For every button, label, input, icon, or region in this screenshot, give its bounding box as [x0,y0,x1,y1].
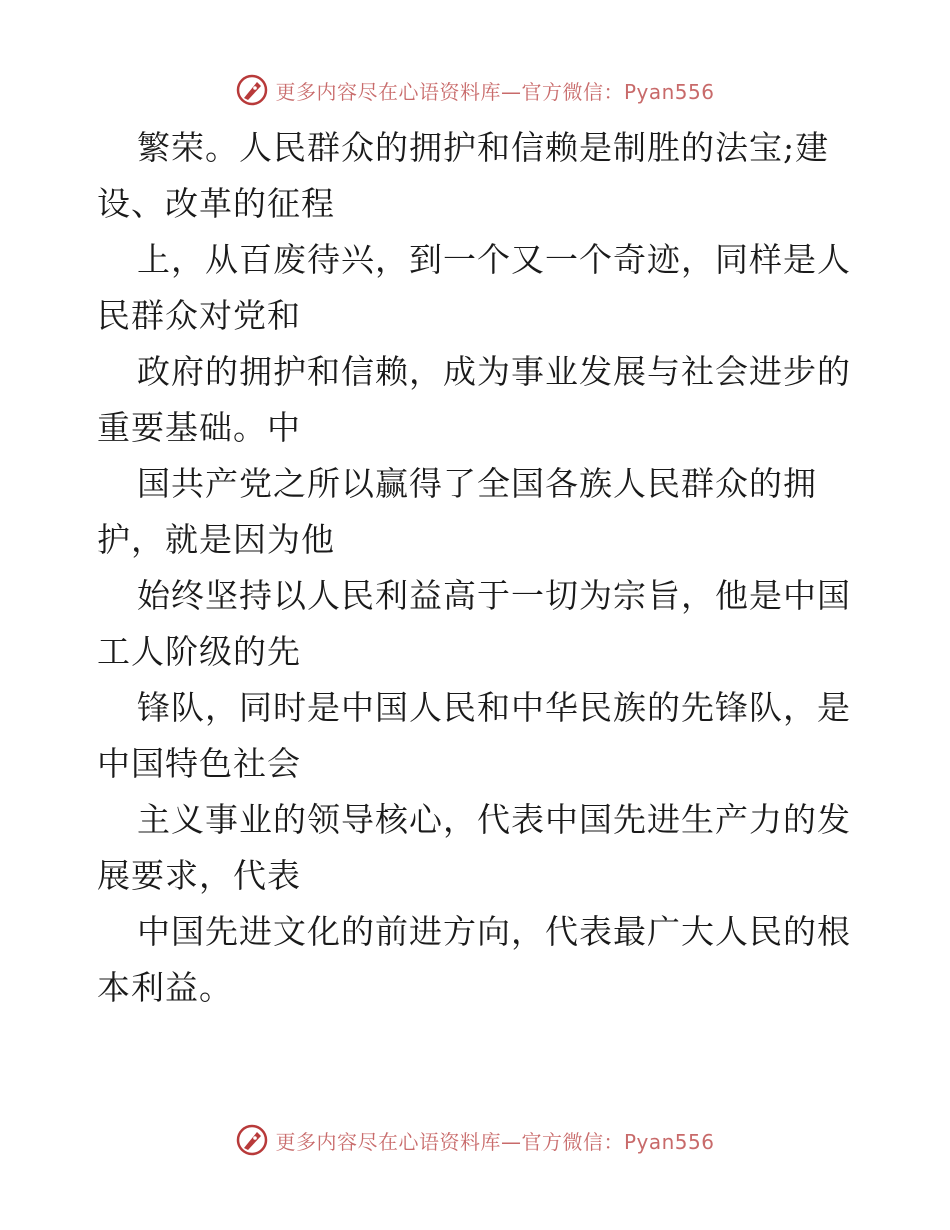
header-banner-text: 更多内容尽在心语资料库—官方微信：Pyan556 [275,79,715,104]
footer-banner-text: 更多内容尽在心语资料库—官方微信：Pyan556 [275,1129,715,1154]
paragraph: 始终坚持以人民利益高于一切为宗旨，他是中国 工人阶级的先 [97,576,851,671]
paragraph: 锋队，同时是中国人民和中华民族的先锋队，是 中国特色社会 [97,688,851,783]
document-body [97,120,867,1016]
paragraph: 国共产党之所以赢得了全国各族人民群众的拥 护，就是因为他 [97,464,817,559]
paragraph: 上，从百废待兴，到一个又一个奇迹，同样是人 民群众对党和 [97,240,851,335]
paragraph: 政府的拥护和信赖，成为事业发展与社会进步的 重要基础。中 [97,352,851,447]
paragraph: 繁荣。人民群众的拥护和信赖是制胜的法宝;建 设、改革的征程 [97,128,830,223]
paragraph: 主义事业的领导核心，代表中国先进生产力的发 展要求，代表 [97,800,851,895]
header-banner [0,70,950,110]
footer-banner [0,1120,950,1160]
paragraph: 中国先进文化的前进方向，代表最广大人民的根 本利益。 [97,912,851,1007]
pen-nib-icon [235,73,269,107]
pen-nib-icon [235,1123,269,1157]
